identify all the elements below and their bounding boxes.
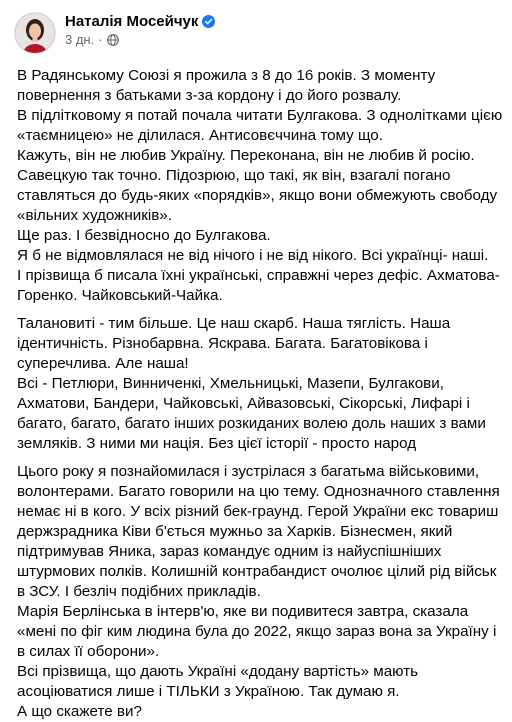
post-text bbox=[17, 66, 503, 722]
separator-dot: · bbox=[98, 32, 103, 47]
post-line: В підлітковому я потай почала читати Булгакова. З однолітками цією «таємницею» не ділилася. Антисовєччина тому що. bbox=[17, 107, 503, 144]
post-line: А що скажете ви? bbox=[17, 703, 142, 720]
post-timestamp[interactable]: 3 дн. bbox=[65, 32, 95, 47]
author-row bbox=[65, 13, 215, 30]
post-line-with-flag bbox=[17, 374, 503, 454]
author-avatar[interactable] bbox=[14, 12, 56, 54]
post-header bbox=[14, 12, 215, 54]
post-time-row bbox=[65, 32, 215, 47]
author-name[interactable]: Наталія Мосейчук bbox=[65, 13, 199, 30]
post-meta bbox=[65, 13, 215, 47]
post-line-text: Всі - Петлюри, Винниченкі, Хмельницькі, Мазепи, Булгакови, Ахматови, Бандери, Чайковські, Айвазовські, Сікорські, Лифарі і багато, багато, багато інших розкиданих волею доль наших з вами земляків. З ними ми нація. Без цієї історії - просто народ bbox=[17, 375, 486, 452]
verified-badge-icon bbox=[202, 15, 215, 28]
post-line: Я б не відмовлялася не від нічого і не від нікого. Всі українці- наші. bbox=[17, 247, 489, 264]
post-line: Марія Берлінська в інтерв'ю, яке ви подивитеся завтра, сказала «мені по фіг ким людина була до 2022, якщо зараз вона за Україну і в силах її оборони». bbox=[17, 603, 497, 660]
post-line: Всі прізвища, що дають Україні «додану вартість» мають асоціюватися лише і ТІЛЬКИ з Україною. Так думаю я. bbox=[17, 663, 419, 700]
paragraph-gap bbox=[17, 306, 503, 314]
ukraine-flag-icon bbox=[417, 439, 431, 449]
post-line: Ще раз. І безвідносно до Булгакова. bbox=[17, 227, 271, 244]
avatar-portrait-icon bbox=[15, 13, 55, 53]
globe-icon[interactable] bbox=[107, 34, 119, 46]
paragraph-gap bbox=[17, 454, 503, 462]
post-line: І прізвища б писала їхні українські, справжні через дефіс. Ахматова-Горенко. Чайковський-Чайка. bbox=[17, 267, 500, 304]
post-line: Талановиті - тим більше. Це наш скарб. Наша тяглість. Наша ідентичність. Різнобарвна. Яскрава. Багата. Багатовікова і суперечлива. Але наша! bbox=[17, 315, 451, 372]
post-line: Цього року я познайомилася і зустрілася з багатьма військовими, волонтерами. Багато говорили на цю тему. Однозначного ставлення немає ні в кого. У всіх різний бек-граунд. Герой України екс товариш держзрадника Ківи б'ється мужньо за Харків. Бізнесмен, який підтримував Яника, зараз командує одним із найуспішніших штурмових полків. Колишній контрабандист очолює цілий рід військ в ЗСУ. І безліч подібних прикладів. bbox=[17, 463, 500, 600]
post-line: Кажуть, він не любив Україну. Переконана, він не любив й росію. Савецкую так точно. Підозрюю, що такі, як він, взагалі погано ставляться до будь-яких «порядків», якщо вони обмежують свободу «вільних художників». bbox=[17, 147, 498, 224]
post-line: В Радянському Союзі я прожила з 8 до 16 років. З моменту повернення з батьками з-за кордону і до його розвалу. bbox=[17, 67, 436, 104]
